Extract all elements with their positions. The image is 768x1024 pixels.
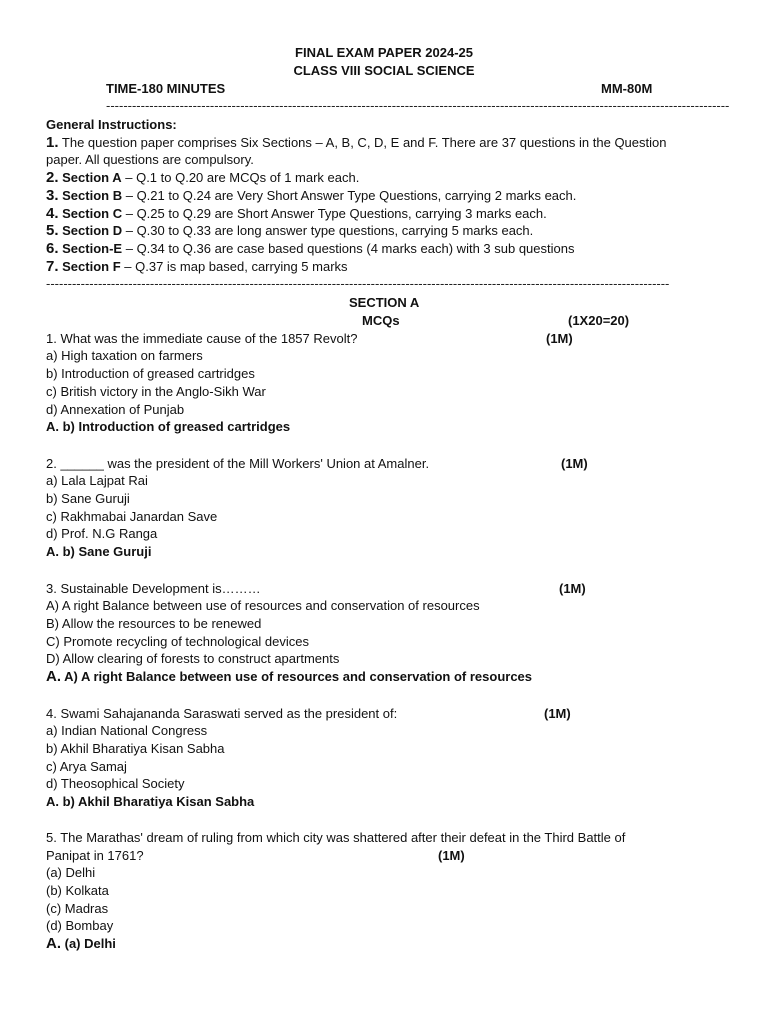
divider: ------------------------------------------------------------------------------------------------------------------------------------------------ bbox=[106, 98, 730, 113]
option: (a) Delhi bbox=[46, 865, 96, 880]
option: b) Introduction of greased cartridges bbox=[46, 366, 255, 381]
section-subtitle: MCQs bbox=[362, 313, 400, 328]
instruction-item: 7. Section F – Q.37 is map based, carrying 5 marks bbox=[46, 258, 348, 275]
option: d) Theosophical Society bbox=[46, 776, 185, 791]
option: a) Indian National Congress bbox=[46, 723, 208, 738]
instructions-heading: General Instructions: bbox=[46, 117, 177, 132]
exam-time: TIME-180 MINUTES bbox=[106, 81, 226, 96]
question-text-cont: Panipat in 1761? bbox=[46, 848, 144, 863]
instruction-item-cont: paper. All questions are compulsory. bbox=[46, 152, 254, 167]
question-marks: (1M) bbox=[561, 456, 588, 471]
question-text: 1. What was the immediate cause of the 1857 Revolt? bbox=[46, 331, 358, 346]
answer: A. b) Sane Guruji bbox=[46, 544, 152, 559]
option: c) British victory in the Anglo-Sikh War bbox=[46, 384, 266, 399]
question-text: 5. The Marathas' dream of ruling from which city was shattered after their defeat in the Third Battle of bbox=[46, 830, 626, 845]
exam-max-marks: MM-80M bbox=[601, 81, 653, 96]
section-title: SECTION A bbox=[349, 295, 420, 310]
exam-class: CLASS VIII SOCIAL SCIENCE bbox=[293, 63, 475, 78]
option: B) Allow the resources to be renewed bbox=[46, 616, 262, 631]
option: A) A right Balance between use of resources and conservation of resources bbox=[46, 598, 480, 613]
option: C) Promote recycling of technological devices bbox=[46, 634, 310, 649]
option: d) Annexation of Punjab bbox=[46, 402, 185, 417]
instruction-item: 6. Section-E – Q.34 to Q.36 are case based questions (4 marks each) with 3 sub questions bbox=[46, 240, 575, 257]
question-marks: (1M) bbox=[438, 848, 465, 863]
option: D) Allow clearing of forests to construct apartments bbox=[46, 651, 340, 666]
question-marks: (1M) bbox=[544, 706, 571, 721]
divider: ------------------------------------------------------------------------------------------------------------------------------------------------ bbox=[46, 276, 670, 291]
option: b) Akhil Bharatiya Kisan Sabha bbox=[46, 741, 225, 756]
question-text: 2. ______ was the president of the Mill Workers' Union at Amalner. bbox=[46, 456, 430, 471]
question-marks: (1M) bbox=[559, 581, 586, 596]
option: (c) Madras bbox=[46, 901, 109, 916]
instruction-item: 2. Section A – Q.1 to Q.20 are MCQs of 1 mark each. bbox=[46, 169, 360, 186]
instruction-item: 3. Section B – Q.21 to Q.24 are Very Short Answer Type Questions, carrying 2 marks each. bbox=[46, 187, 577, 204]
question-text: 3. Sustainable Development is……… bbox=[46, 581, 261, 596]
section-marks: (1X20=20) bbox=[568, 313, 630, 328]
option: (d) Bombay bbox=[46, 918, 114, 933]
option: a) Lala Lajpat Rai bbox=[46, 473, 148, 488]
option: (b) Kolkata bbox=[46, 883, 109, 898]
instruction-item: 5. Section D – Q.30 to Q.33 are long answer type questions, carrying 5 marks each. bbox=[46, 222, 534, 239]
answer: A. (a) Delhi bbox=[46, 935, 116, 952]
option: b) Sane Guruji bbox=[46, 491, 130, 506]
option: c) Arya Samaj bbox=[46, 759, 127, 774]
answer: A. A) A right Balance between use of resources and conservation of resources bbox=[46, 668, 533, 685]
option: a) High taxation on farmers bbox=[46, 348, 203, 363]
option: d) Prof. N.G Ranga bbox=[46, 526, 158, 541]
exam-title: FINAL EXAM PAPER 2024-25 bbox=[295, 45, 473, 60]
option: c) Rakhmabai Janardan Save bbox=[46, 509, 218, 524]
answer: A. b) Akhil Bharatiya Kisan Sabha bbox=[46, 794, 255, 809]
instruction-item: 4. Section C – Q.25 to Q.29 are Short Answer Type Questions, carrying 3 marks each. bbox=[46, 205, 547, 222]
question-text: 4. Swami Sahajananda Saraswati served as the president of: bbox=[46, 706, 398, 721]
question-marks: (1M) bbox=[546, 331, 573, 346]
answer: A. b) Introduction of greased cartridges bbox=[46, 419, 291, 434]
instruction-item: 1. The question paper comprises Six Sections – A, B, C, D, E and F. There are 37 questions in the Question bbox=[46, 134, 667, 151]
